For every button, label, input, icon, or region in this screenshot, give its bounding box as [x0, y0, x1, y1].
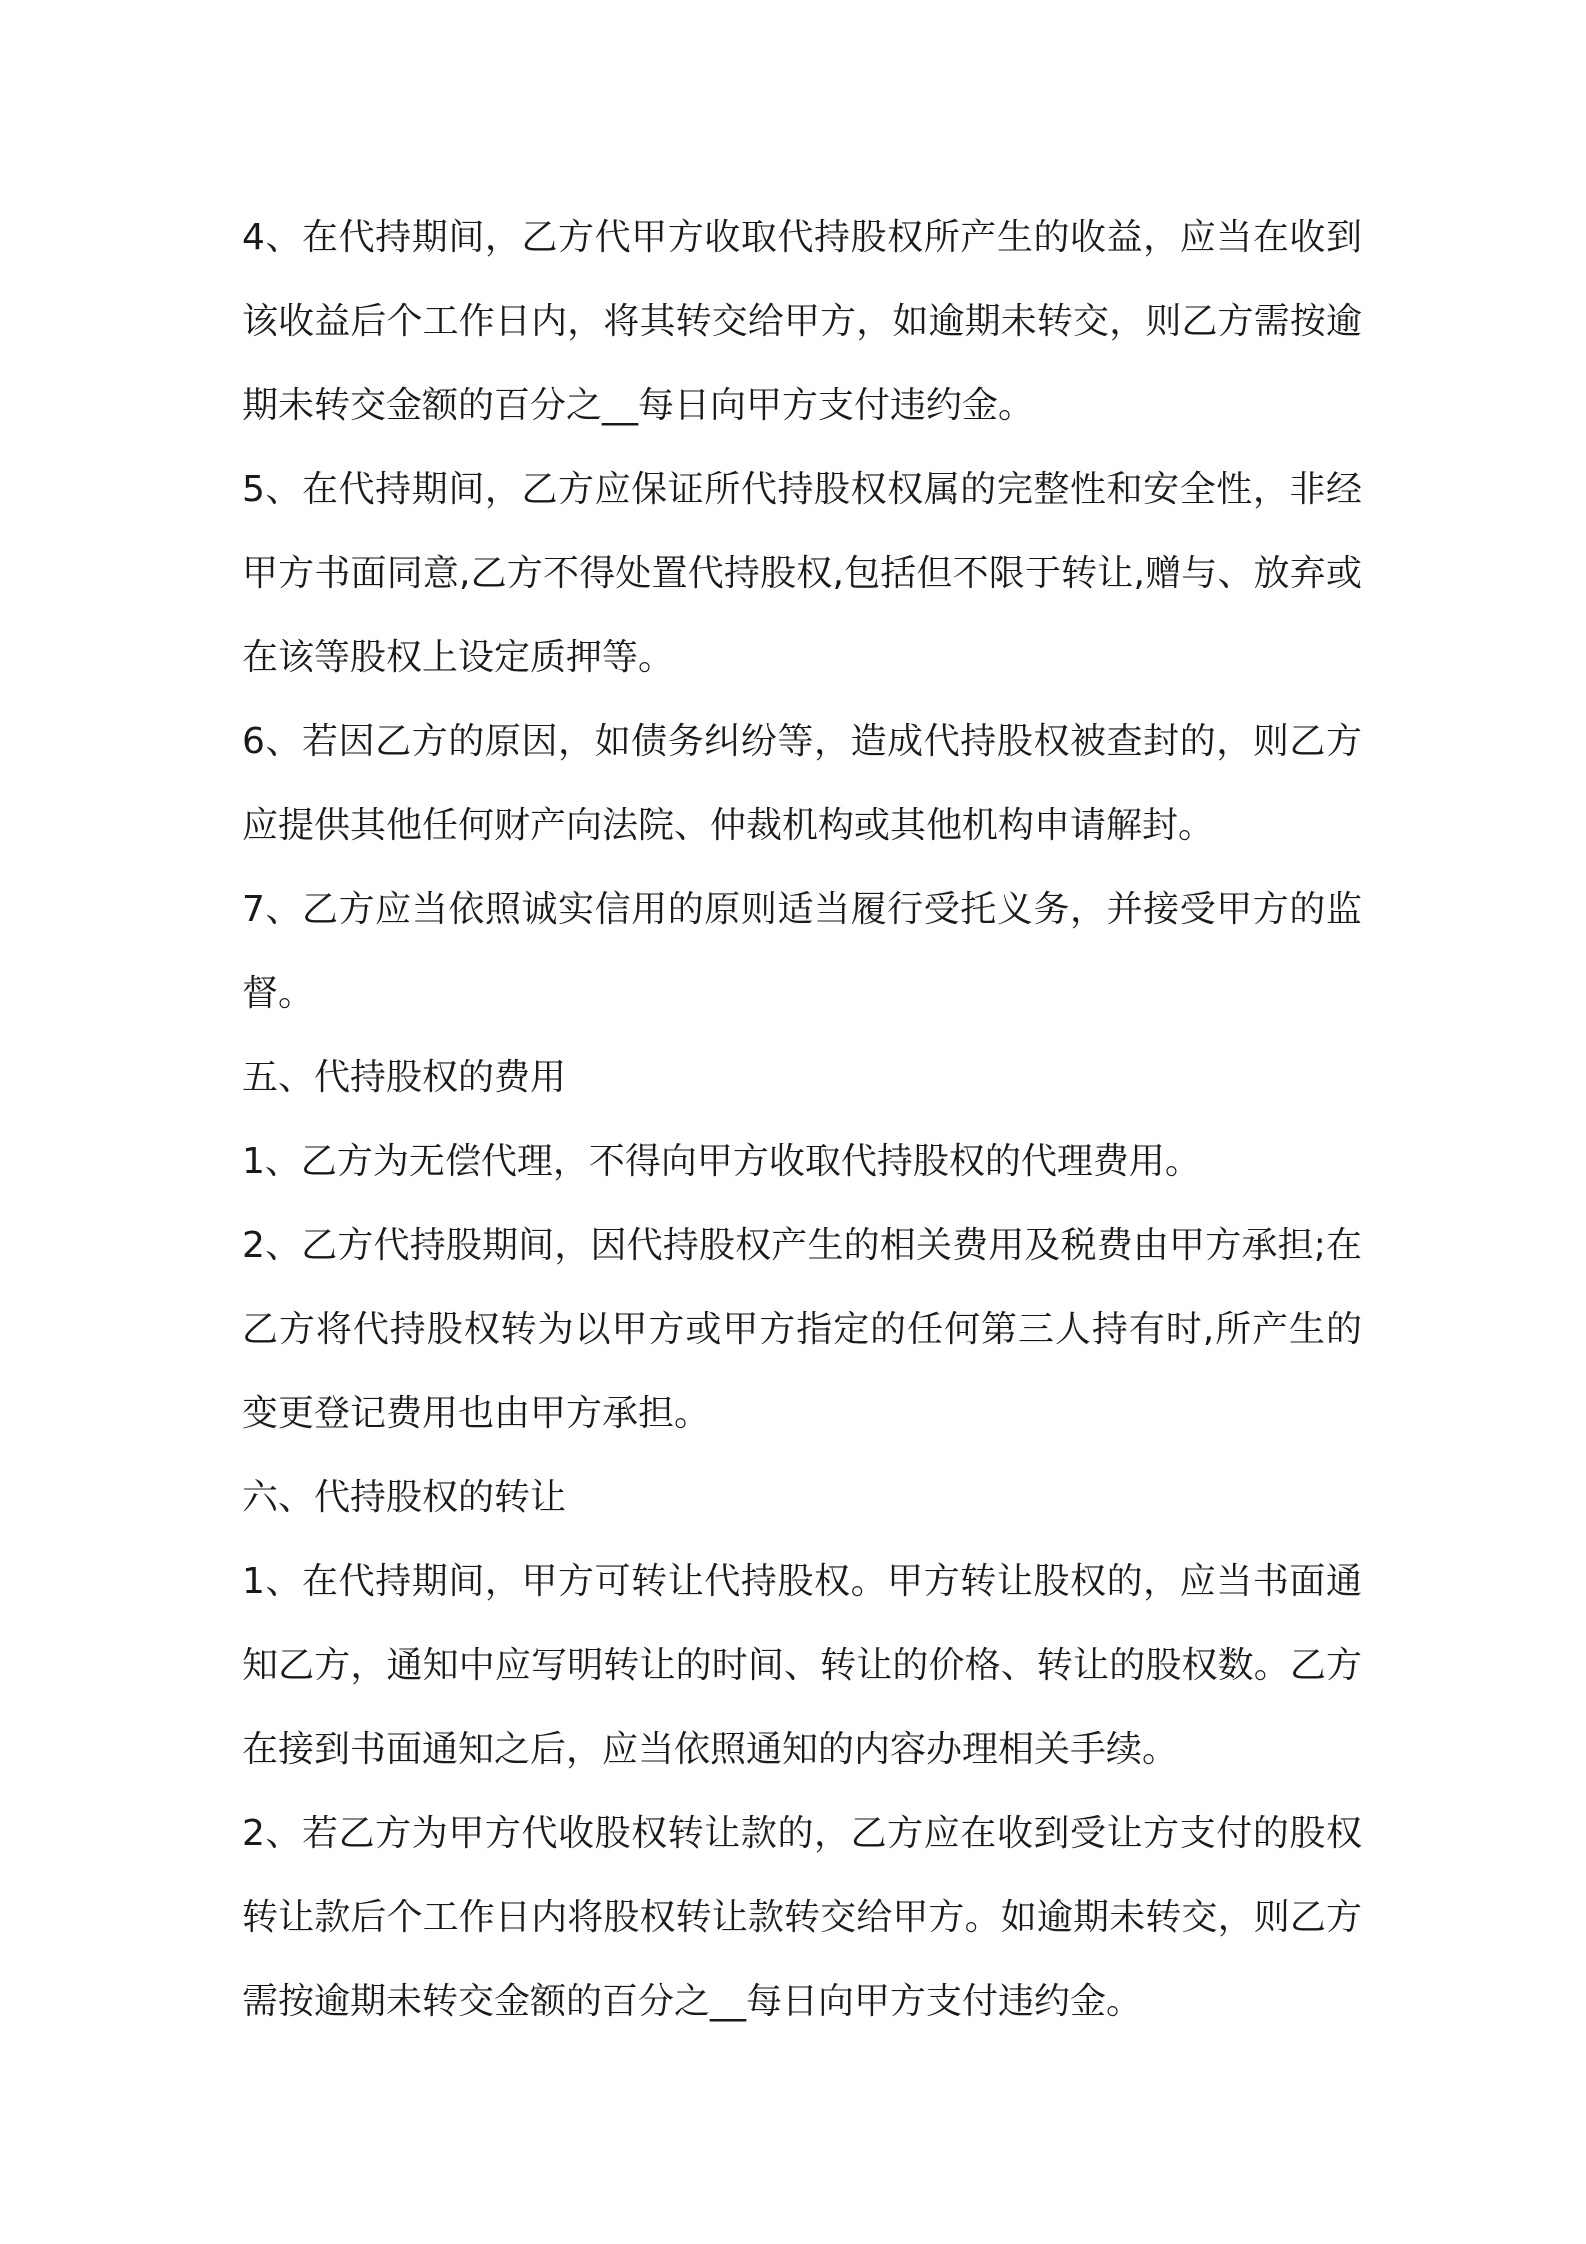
section-five-clause-1: 1、乙方为无偿代理，不得向甲方收取代持股权的代理费用。: [242, 1141, 1201, 1182]
clause-6-paragraph: 6、若因乙方的原因，如债务纠纷等，造成代持股权被查封的，则乙方应提供其他任何财产向法院、仲裁机构或其他机构申请解封。: [242, 721, 1362, 846]
section-six-clause-1: 1、在代持期间，甲方可转让代持股权。甲方转让股权的，应当书面通知乙方，通知中应写明转让的时间、转让的价格、转让的股权数。乙方在接到书面通知之后，应当依照通知的内容办理相关手续。: [242, 1561, 1362, 1770]
clause-5-paragraph: 5、在代持期间，乙方应保证所代持股权权属的完整性和安全性，非经甲方书面同意,乙方不得处置代持股权,包括但不限于转让,赠与、放弃或在该等股权上设定质押等。: [242, 469, 1362, 678]
document-body: [242, 196, 1362, 2044]
section-five-clause-2: 2、乙方代持股期间，因代持股权产生的相关费用及税费由甲方承担;在乙方将代持股权转为以甲方或甲方指定的任何第三人持有时,所产生的变更登记费用也由甲方承担。: [242, 1225, 1362, 1434]
section-six-clause-2: 2、若乙方为甲方代收股权转让款的，乙方应在收到受让方支付的股权转让款后个工作日内将股权转让款转交给甲方。如逾期未转交，则乙方需按逾期未转交金额的百分之__每日向甲方支付违约金。: [242, 1813, 1362, 2022]
clause-7-paragraph: 7、乙方应当依照诚实信用的原则适当履行受托义务，并接受甲方的监督。: [242, 889, 1362, 1014]
clause-4-paragraph: 4、在代持期间，乙方代甲方收取代持股权所产生的收益，应当在收到该收益后个工作日内，将其转交给甲方，如逾期未转交，则乙方需按逾期未转交金额的百分之__每日向甲方支付违约金。: [242, 217, 1362, 426]
section-five-heading: 五、代持股权的费用: [242, 1057, 567, 1098]
section-six-heading: 六、代持股权的转让: [242, 1477, 567, 1518]
